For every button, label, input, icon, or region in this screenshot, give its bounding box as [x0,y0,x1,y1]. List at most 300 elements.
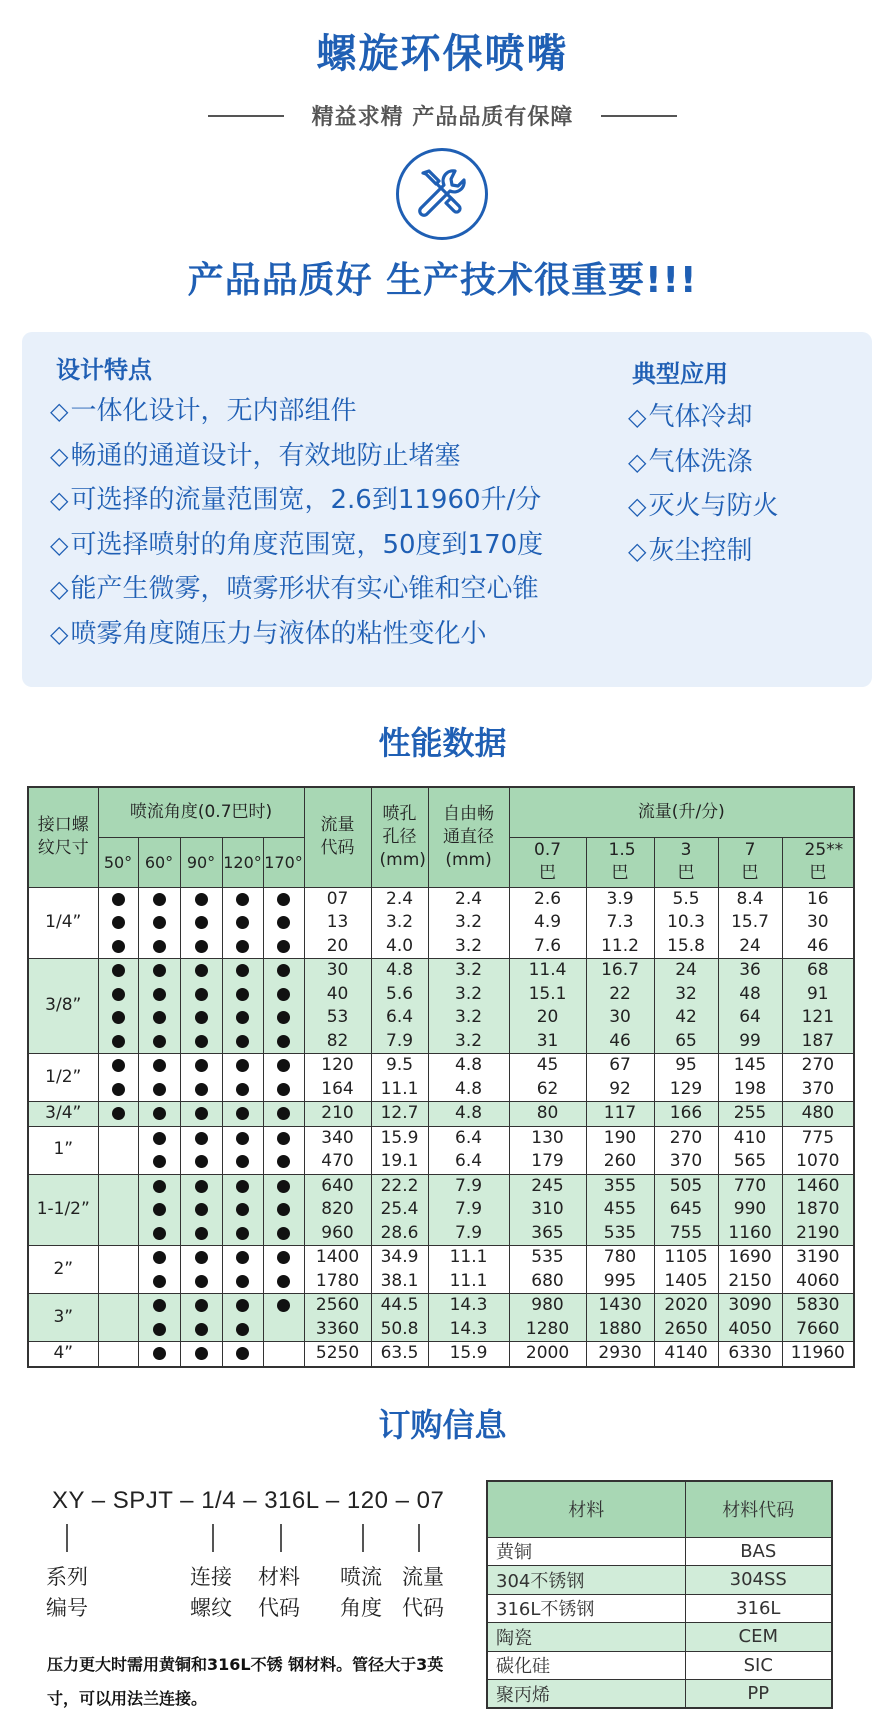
passage-cell-value: 3.2 [455,912,483,932]
angle-cell [263,1294,304,1342]
flow-cell [718,887,782,959]
flow-value: 15.1 [528,983,567,1004]
orifice-cell-value: 44.5 [380,1295,419,1315]
flow-value: 32 [675,983,697,1004]
subtitle-row [0,100,885,131]
available-dot-icon [112,940,125,953]
orifice-cell-value: 34.9 [380,1247,419,1267]
flow-value: 121 [801,1007,835,1027]
flow-cell [782,1126,854,1174]
flow-cell [654,1126,718,1174]
angle-cell [263,887,304,959]
flow-code-cell [304,1174,371,1246]
angle-slot [139,1054,180,1078]
table-row [28,1174,854,1246]
angle-cell [222,1126,263,1174]
angle-slot [181,1127,222,1151]
angle-slot [264,888,304,912]
passage-cell-value: 11.1 [449,1247,488,1267]
available-dot-icon [112,1059,125,1072]
angle-cell [180,1126,222,1174]
angle-slot [223,1078,263,1102]
angle-slot [181,935,222,959]
available-dot-icon [277,1059,290,1072]
available-dot-icon [277,1011,290,1024]
flow-cell [509,887,586,959]
angle-slot [264,1150,304,1174]
passage-cell-value: 2.4 [455,888,483,909]
angle-slot [264,1175,304,1199]
angle-slot [223,1342,263,1366]
available-dot-icon [153,1347,166,1360]
flow-cell [718,959,782,1054]
header-size-label: 接口螺纹尺寸 [37,815,89,859]
angle-slot [181,911,222,935]
angle-slot [99,1127,138,1151]
available-dot-icon [153,1083,166,1096]
flow-cell [782,1174,854,1246]
diamond-bullet-icon: ◇ [50,575,69,603]
angle-slot [223,1150,263,1174]
flow-code-cell-value: 210 [321,1103,354,1123]
divider-right [601,115,677,117]
flow-value: 270 [801,1055,835,1075]
flow-code-cell-value: 3360 [315,1318,360,1339]
header-pressure-1: 1.5巴 [586,837,654,887]
angle-slot [181,1270,222,1294]
flow-cell [509,1102,586,1127]
header-pressure-2: 3巴 [654,837,718,887]
angle-slot [99,1270,138,1294]
angle-cell [98,887,138,959]
table-row [28,1126,854,1174]
header-passage-label: 自由畅通直径(mm) [443,803,495,870]
flow-code-cell [304,1102,371,1127]
orifice-cell [371,1294,428,1342]
orifice-cell-value: 63.5 [380,1343,419,1363]
header-flow-code [304,787,371,887]
angle-slot [223,1175,263,1199]
angle-cell [98,1342,138,1367]
angle-slot [99,1246,138,1270]
angle-cell [138,1102,180,1127]
code-label-line2: 螺纹 [190,1596,232,1620]
orifice-cell [371,1342,428,1367]
angle-slot [139,1342,180,1366]
divider-left [208,115,284,117]
flow-value: 92 [609,1078,631,1099]
application-item [628,396,752,433]
performance-title: 性能数据 [378,724,507,762]
orifice-cell [371,1246,428,1294]
orifice-cell-value: 9.5 [386,1055,414,1075]
orifice-cell-value: 6.4 [386,1007,414,1027]
available-dot-icon [195,1059,208,1072]
application-item [628,441,752,478]
available-dot-icon [236,1347,249,1360]
flow-value: 166 [669,1103,703,1123]
angle-slot [99,1150,138,1174]
flow-cell [586,959,654,1054]
flow-value: 260 [603,1151,637,1171]
passage-cell [428,1174,509,1246]
angle-slot [264,1222,304,1246]
design-features-heading: 设计特点 [56,356,152,384]
header-angle-2: 90° [180,837,222,887]
flow-value: 30 [806,912,829,932]
available-dot-icon [277,1180,290,1193]
available-dot-icon [277,893,290,906]
header-pressure-4: 25**巴 [782,837,854,887]
available-dot-icon [195,1155,208,1168]
flow-code-cell-value: 1400 [315,1247,360,1267]
available-dot-icon [112,1083,125,1096]
angle-slot [181,983,222,1007]
angle-slot [223,1198,263,1222]
available-dot-icon [277,916,290,929]
table-row [28,1342,854,1367]
available-dot-icon [195,964,208,977]
orifice-cell-value: 5.6 [386,983,414,1004]
header-angle-1: 60° [138,837,180,887]
angle-cell [263,1126,304,1174]
available-dot-icon [195,893,208,906]
flow-value: 11.2 [601,935,639,956]
code-label-line1: 连接 [190,1565,232,1589]
angle-slot [99,1006,138,1030]
angle-slot [264,1030,304,1054]
angle-cell [98,959,138,1054]
flow-cell [654,1342,718,1367]
available-dot-icon [236,1011,249,1024]
flow-value: 16 [806,888,829,909]
angle-slot [99,1102,138,1126]
angle-slot [223,1030,263,1054]
angle-slot [264,1342,304,1366]
passage-cell-value: 3.2 [455,960,483,980]
code-label-line2: 编号 [46,1596,88,1620]
available-dot-icon [277,1275,290,1288]
flow-cell [782,1246,854,1294]
flow-cell [718,1126,782,1174]
flow-cell [654,1246,718,1294]
angle-slot [223,1294,263,1318]
angle-cell [263,1054,304,1102]
passage-cell [428,887,509,959]
flow-value: 535 [531,1247,564,1267]
flow-cell [586,887,654,959]
flow-cell [509,1342,586,1367]
flow-value: 3190 [796,1247,840,1267]
available-dot-icon [277,1035,290,1048]
flow-value: 45 [536,1055,559,1075]
code-segment-label [46,1562,88,1624]
flow-value: 36 [739,960,761,980]
passage-cell [428,1294,509,1342]
angle-slot [181,1198,222,1222]
available-dot-icon [195,1035,208,1048]
flow-cell [718,1342,782,1367]
flow-cell [509,1126,586,1174]
table-row [28,887,854,959]
passage-cell-value: 4.8 [455,1078,483,1099]
angle-slot [99,959,138,983]
flow-value: 755 [669,1222,703,1243]
passage-cell-value: 4.8 [455,1103,483,1123]
header-pressure-3: 7巴 [718,837,782,887]
flow-value: 780 [603,1247,637,1267]
passage-cell-value: 6.4 [455,1127,483,1148]
flow-code-cell [304,1126,371,1174]
material-name: 304不锈钢 [487,1566,685,1595]
angle-slot [139,1175,180,1199]
tools-icon [396,148,488,240]
available-dot-icon [277,1083,290,1096]
orifice-cell-value: 25.4 [380,1199,419,1219]
angle-cell [222,959,263,1054]
flow-cell [586,1102,654,1127]
flow-code-cell-value: 340 [321,1127,354,1148]
flow-value: 995 [603,1270,637,1291]
available-dot-icon [153,1251,166,1264]
flow-value: 5.5 [672,888,700,909]
material-name: 陶瓷 [487,1623,685,1652]
available-dot-icon [236,1180,249,1193]
passage-cell [428,1102,509,1127]
available-dot-icon [112,988,125,1001]
design-feature-text: 一体化设计，无内部组件 [70,396,357,426]
code-label-line1: 流量 [402,1565,444,1589]
application-text: 灭火与防火 [648,491,779,521]
orifice-cell [371,1126,428,1174]
available-dot-icon [236,1323,249,1336]
available-dot-icon [277,1251,290,1264]
passage-cell-value: 3.2 [455,1030,483,1051]
table-row [487,1651,832,1680]
angle-slot [181,959,222,983]
code-label-line1: 系列 [46,1565,88,1589]
available-dot-icon [277,964,290,977]
flow-value: 64 [739,1007,761,1027]
size-cell: 1-1/2” [28,1174,98,1246]
angle-slot [139,1294,180,1318]
available-dot-icon [277,940,290,953]
diamond-bullet-icon: ◇ [628,536,647,565]
passage-cell-value: 3.2 [455,935,483,956]
flow-value: 2000 [525,1343,570,1363]
flow-value: 370 [801,1078,835,1099]
angle-slot [99,911,138,935]
design-feature-item [50,613,486,650]
flow-code-cell-value: 470 [321,1151,354,1171]
flow-cell [586,1054,654,1102]
material-name: 黄铜 [487,1537,685,1566]
flow-code-cell-value: 960 [321,1222,354,1243]
flow-value: 31 [536,1030,559,1051]
available-dot-icon [195,940,208,953]
angle-slot [223,911,263,935]
flow-cell [509,1294,586,1342]
header-pressure-0: 0.7巴 [509,837,586,887]
slogan: 产品品质好 生产技术很重要!!! [187,260,698,301]
design-feature-text: 能产生微雾，喷雾形状有实心锥和空心锥 [70,574,539,604]
angle-slot [264,1198,304,1222]
orifice-cell-value: 50.8 [380,1318,419,1339]
table-row [487,1680,832,1709]
flow-code-cell [304,887,371,959]
orifice-cell [371,1174,428,1246]
orifice-cell [371,1102,428,1127]
angle-cell [222,887,263,959]
angle-slot [223,1318,263,1342]
order-note: 压力更大时需用黄铜和316L不锈 钢材料。管径大于3英寸，可以用法兰连接。 [47,1655,444,1708]
flow-cell [586,1174,654,1246]
flow-code-cell-value: 2560 [315,1295,360,1315]
flow-value: 24 [739,935,761,956]
design-feature-text: 可选择喷射的角度范围宽，50度到170度 [70,529,544,560]
flow-value: 11.4 [528,960,567,980]
size-cell: 1/2” [28,1054,98,1102]
angle-cell [180,1294,222,1342]
angle-slot [139,1318,180,1342]
available-dot-icon [153,1180,166,1193]
code-label-line2: 代码 [402,1596,444,1620]
flow-value: 6330 [728,1343,772,1363]
orifice-cell [371,1054,428,1102]
flow-value: 8.4 [736,888,764,909]
code-label-line2: 代码 [258,1596,300,1620]
passage-cell-value: 4.8 [455,1055,483,1075]
available-dot-icon [195,1203,208,1216]
angle-slot [99,983,138,1007]
flow-value: 3090 [728,1295,772,1315]
orifice-cell-value: 2.4 [386,888,414,909]
flow-value: 410 [733,1127,767,1148]
flow-cell [718,1294,782,1342]
orifice-cell-value: 4.8 [386,960,414,980]
angle-cell [138,887,180,959]
available-dot-icon [153,1275,166,1288]
flow-value: 4060 [796,1270,840,1291]
code-label-line2: 角度 [340,1596,382,1620]
available-dot-icon [195,1132,208,1145]
flow-value: 129 [669,1078,703,1099]
flow-value: 7.6 [534,935,562,956]
angle-cell [138,1126,180,1174]
table-row [28,1246,854,1294]
flow-value: 680 [531,1270,564,1291]
passage-cell-value: 7.9 [455,1222,483,1243]
angle-slot [99,1222,138,1246]
angle-slot [223,1006,263,1030]
flow-cell [782,1294,854,1342]
header-angle-0: 50° [98,837,138,887]
flow-value: 565 [733,1151,767,1171]
available-dot-icon [112,916,125,929]
flow-code-cell-value: 640 [321,1175,354,1196]
flow-code-cell [304,1294,371,1342]
available-dot-icon [236,893,249,906]
available-dot-icon [195,1227,208,1240]
available-dot-icon [112,964,125,977]
flow-value: 4140 [664,1343,708,1363]
flow-value: 1690 [728,1247,772,1267]
angle-cell [222,1174,263,1246]
code-pointer-3 [280,1524,282,1552]
passage-cell [428,959,509,1054]
angle-slot [223,1270,263,1294]
flow-code-cell-value: 5250 [315,1343,360,1363]
available-dot-icon [195,1347,208,1360]
angle-cell [180,959,222,1054]
flow-value: 2.6 [534,888,562,909]
material-code: SIC [685,1651,832,1680]
flow-value: 2930 [598,1343,642,1363]
flow-cell [654,1174,718,1246]
material-name: 碳化硅 [487,1651,685,1680]
flow-cell [586,1342,654,1367]
subtitle: 精益求精 产品品质有保障 [311,105,574,130]
available-dot-icon [195,1180,208,1193]
flow-value: 255 [733,1103,767,1123]
table-row [487,1537,832,1566]
diamond-bullet-icon: ◇ [628,403,647,431]
angle-cell [180,1342,222,1367]
angle-slot [139,911,180,935]
flow-value: 4050 [728,1318,772,1339]
flow-code-cell-value: 40 [326,983,349,1004]
angle-slot [139,1102,180,1126]
flow-code-cell-value: 20 [326,935,349,956]
flow-cell [509,959,586,1054]
design-feature-item [50,568,538,605]
flow-value: 46 [609,1030,631,1051]
available-dot-icon [277,1107,290,1120]
code-segment-label [402,1562,444,1624]
angle-slot [223,1127,263,1151]
orifice-cell-value: 4.0 [386,935,414,956]
passage-cell-value: 14.3 [449,1295,488,1315]
flow-value: 245 [531,1175,564,1196]
flow-value: 2650 [664,1318,708,1339]
angle-slot [181,1054,222,1078]
available-dot-icon [236,1107,249,1120]
flow-value: 99 [739,1030,761,1051]
angle-slot [264,1078,304,1102]
passage-cell [428,1126,509,1174]
available-dot-icon [153,1155,166,1168]
flow-value: 15.7 [731,912,769,932]
code-pointer-5 [418,1524,420,1552]
header-orifice-label: 喷孔孔径(mm) [379,803,426,870]
flow-value: 67 [609,1055,631,1075]
available-dot-icon [153,988,166,1001]
available-dot-icon [153,964,166,977]
angle-slot [264,935,304,959]
available-dot-icon [277,1203,290,1216]
flow-code-cell [304,1342,371,1367]
orifice-cell-value: 7.9 [386,1030,414,1051]
available-dot-icon [236,1059,249,1072]
flow-cell [654,959,718,1054]
available-dot-icon [153,893,166,906]
available-dot-icon [277,1299,290,1312]
flow-code-cell [304,1054,371,1102]
size-cell: 1/4” [28,887,98,959]
available-dot-icon [195,1299,208,1312]
angle-slot [181,1246,222,1270]
flow-value: 11960 [790,1343,845,1363]
